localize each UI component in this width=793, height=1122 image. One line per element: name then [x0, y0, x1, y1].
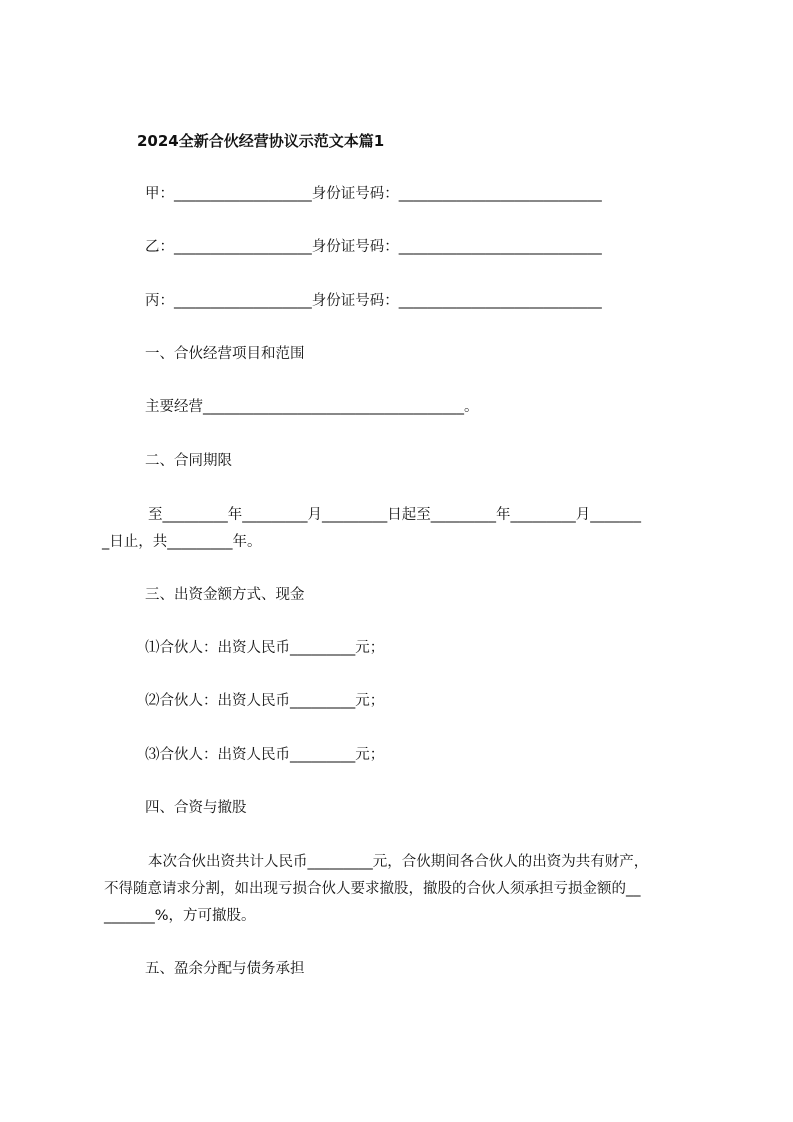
section2-line2: _日止，共_________年。	[102, 534, 262, 550]
section3-item2: ⑵合伙人：出资人民币_________元；	[145, 693, 385, 709]
party-a-line: 甲：___________________身份证号码：____________________________	[145, 186, 602, 202]
section1-heading: 一、合伙经营项目和范围	[145, 346, 305, 362]
section3-item1: ⑴合伙人：出资人民币_________元；	[145, 640, 385, 656]
section1-body: 主要经营____________________________________。	[145, 399, 479, 415]
section4-line3: _______%，方可撤股。	[104, 908, 256, 924]
section2-heading: 二、合同期限	[145, 453, 232, 469]
section2-line1: 至_________年_________月_________日起至_________年_________月_______	[148, 507, 641, 523]
party-b-line: 乙：___________________身份证号码：____________________________	[145, 239, 602, 255]
section4-line1: 本次合伙出资共计人民币_________元，合伙期间各合伙人的出资为共有财产，	[148, 854, 649, 870]
section5-heading: 五、盈余分配与债务承担	[145, 961, 305, 977]
section3-heading: 三、出资金额方式、现金	[145, 587, 305, 603]
section4-line2: 不得随意请求分割，如出现亏损合伙人要求撤股，撤股的合伙人须承担亏损金额的__	[104, 881, 641, 897]
document-title: 2024全新合伙经营协议示范文本篇1	[137, 132, 385, 150]
section3-item3: ⑶合伙人：出资人民币_________元；	[145, 747, 385, 763]
section4-heading: 四、合资与撤股	[145, 800, 247, 816]
party-c-line: 丙：___________________身份证号码：____________________________	[145, 293, 602, 309]
